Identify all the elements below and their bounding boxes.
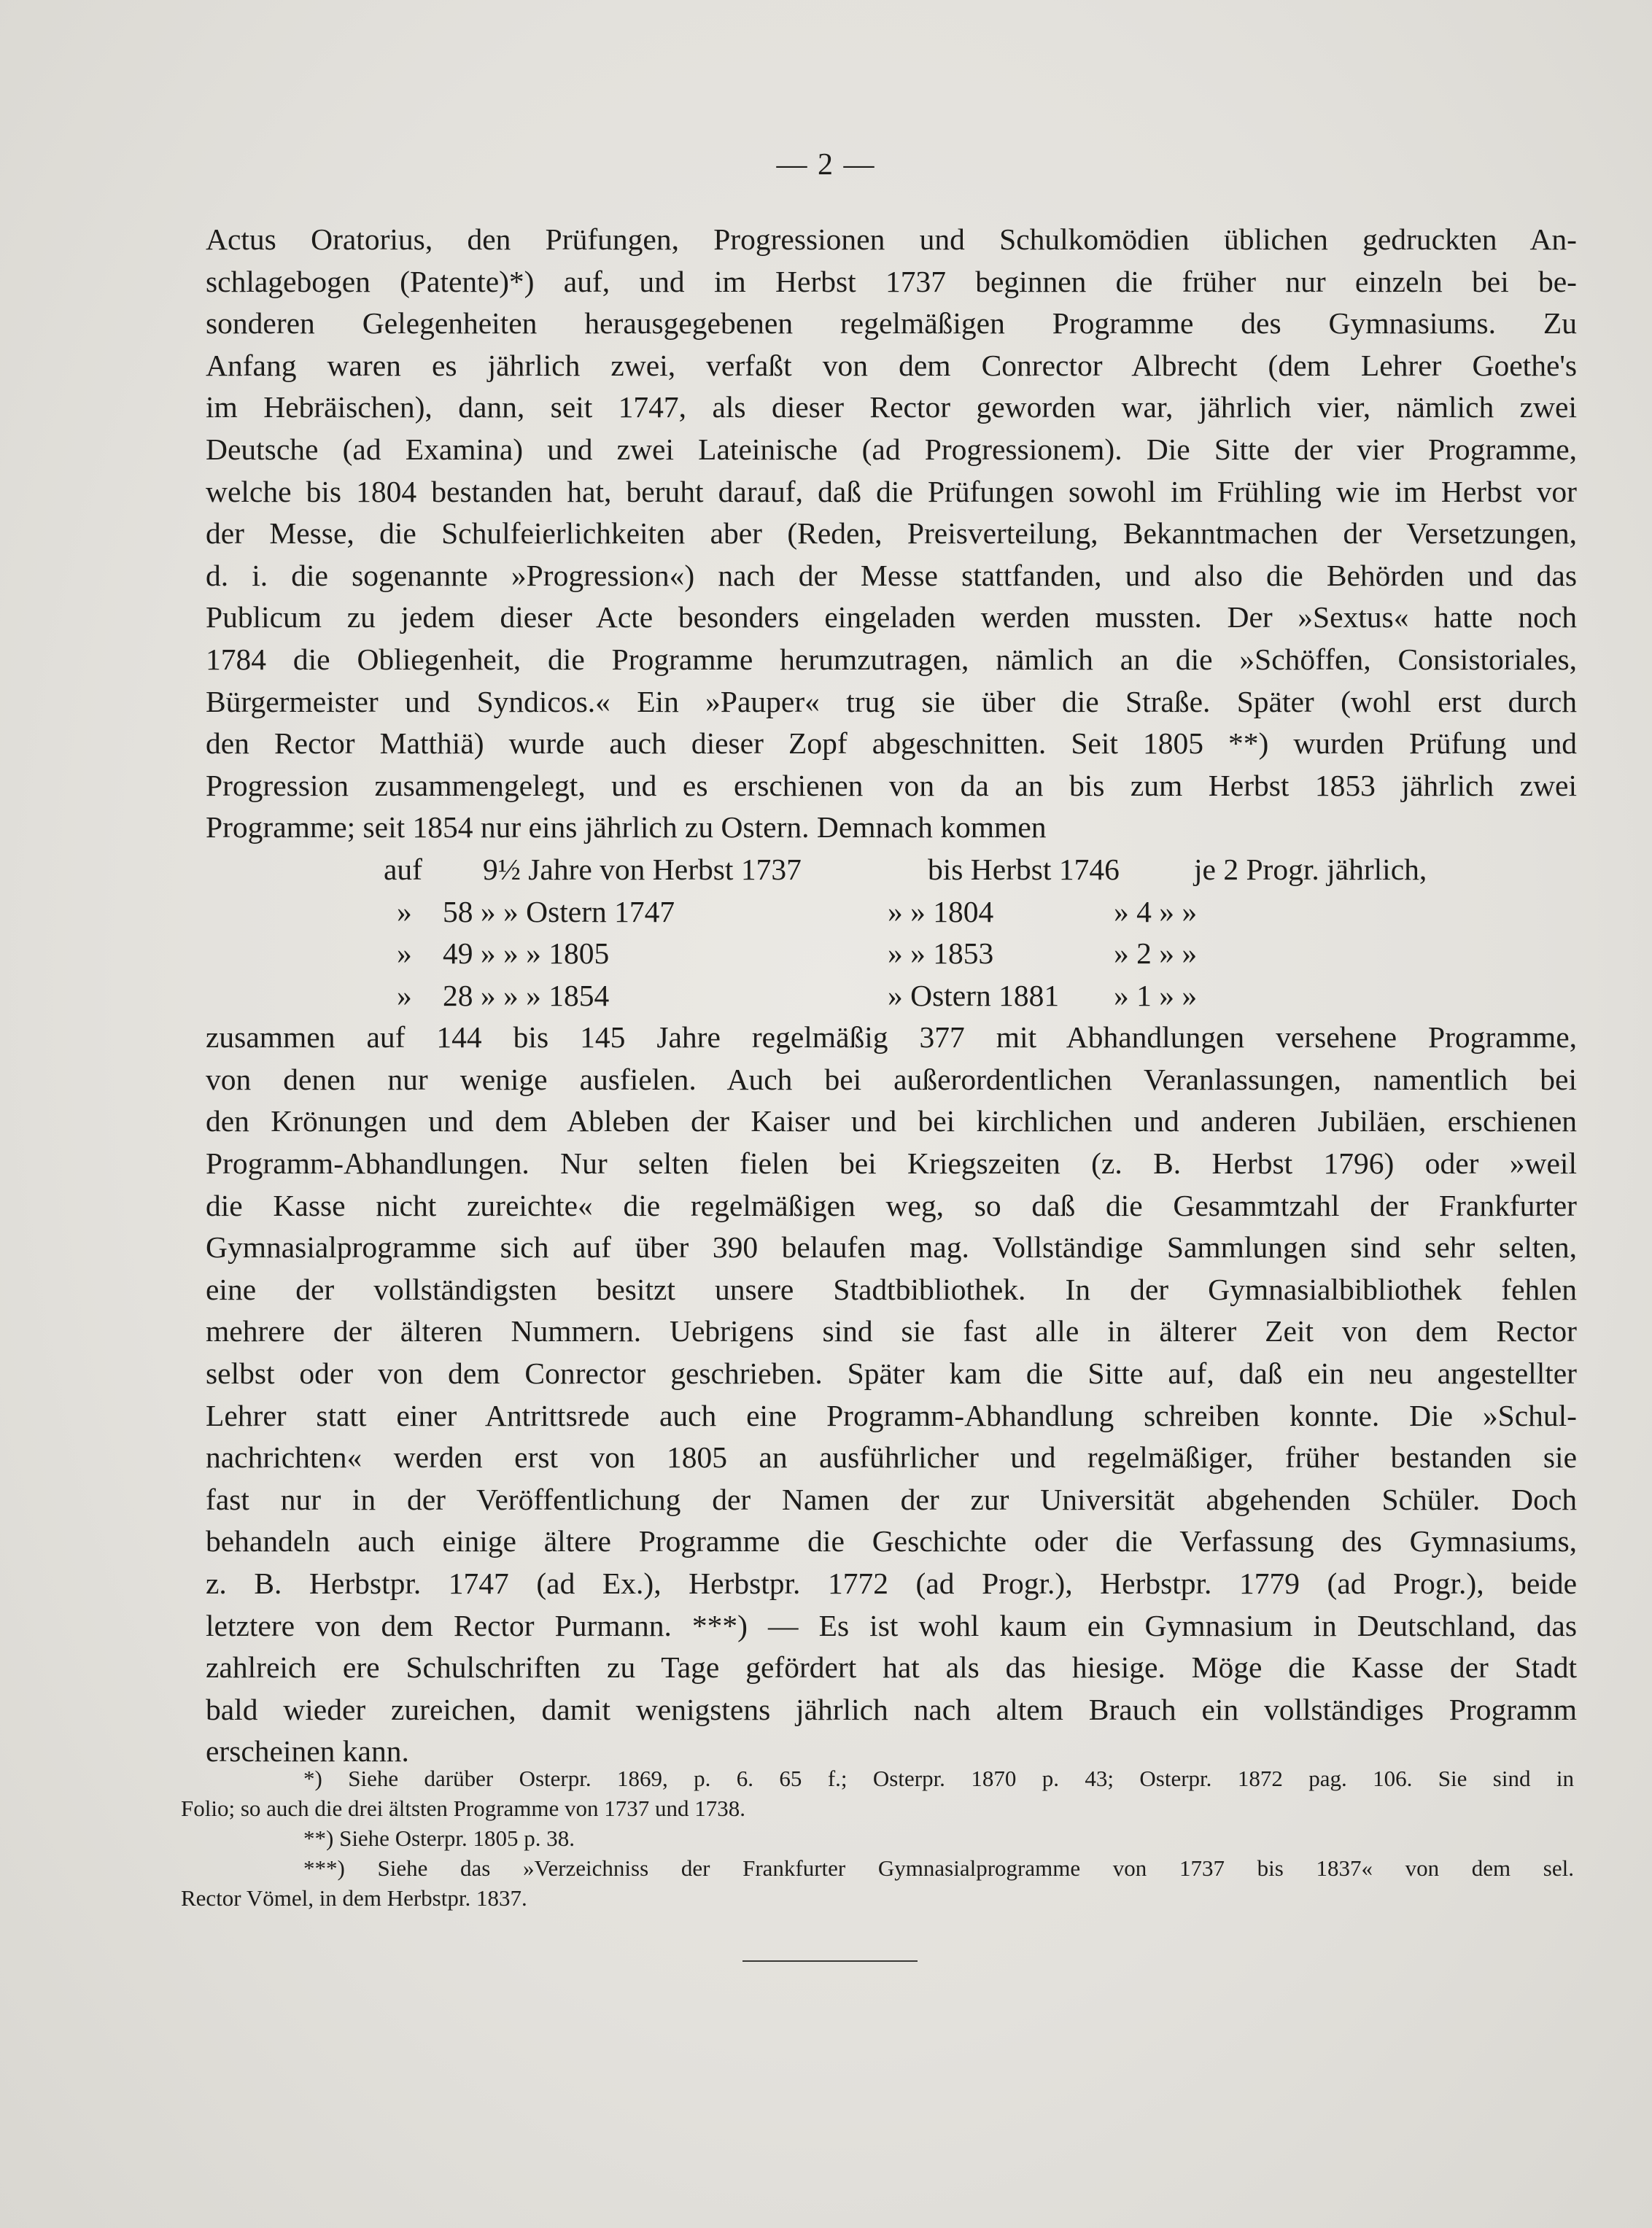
table-row [206,975,1577,1017]
text-line: sonderen Gelegenheiten herausgegebenen regelmäßigen Programme des Gymnasiums. Zu [206,306,1577,341]
text-line: z. B. Herbstpr. 1747 (ad Ex.), Herbstpr. 1772 (ad Progr.), Herbstpr. 1779 (ad Progr.), beide [206,1567,1577,1600]
table-cell: je 2 Progr. jährlich, [1194,852,1427,886]
page-number: — 2 — [776,148,876,182]
table-cell: » [397,894,412,928]
text-line: Publicum zu jedem dieser Acte besonders eingeladen werden mussten. Der »Sextus« hatte noch [206,600,1577,634]
table-cell: 58 » » Ostern 1747 [443,894,675,928]
text-line: 1784 die Obliegenheit, die Programme herumzutragen, nämlich an die »Schöffen, Consistoriales, [206,642,1577,676]
text-line: zusammen auf 144 bis 145 Jahre regelmäßig 377 mit Abhandlungen versehene Programme, [206,1020,1577,1055]
text-line: Bürgermeister und Syndicos.« Ein »Pauper« trug sie über die Straße. Später (wohl erst durch [206,684,1577,718]
footnote-line: **) Siehe Osterpr. 1805 p. 38. [303,1825,575,1851]
table-row [206,933,1577,975]
table-cell: auf [384,852,422,886]
table-cell: » [397,978,412,1012]
text-line: Progression zusammengelegt, und es erschienen von da an bis zum Herbst 1853 jährlich zwei [206,768,1577,802]
text-line: Gymnasialprogramme sich auf über 390 belaufen mag. Vollständige Sammlungen sind sehr selten, [206,1230,1577,1265]
text-line: zahlreich ere Schulschriften zu Tage gefördert hat als das hiesige. Möge die Kasse der Stadt [206,1650,1577,1685]
text-line: Actus Oratorius, den Prüfungen, Progressionen und Schulkomödien üblichen gedruckten An- [206,222,1577,256]
table-cell: 9½ Jahre von Herbst 1737 [483,852,802,886]
text-line: die Kasse nicht zureichte« die regelmäßigen weg, so daß die Gesammtzahl der Frankfurter [206,1188,1577,1222]
footnotes [181,1763,1574,1913]
table-cell: » 4 » » [1114,894,1198,928]
text-line: letztere von dem Rector Purmann. ***) — Es ist wohl kaum ein Gymnasium in Deutschland, das [206,1608,1577,1642]
text-line: bald wieder zureichen, damit wenigstens jährlich nach altem Brauch ein vollständiges Programm [206,1692,1577,1726]
text-line: Anfang waren es jährlich zwei, verfaßt von dem Conrector Albrecht (dem Lehrer Goethe's [206,348,1577,382]
table-cell: 28 » » » 1854 [443,978,610,1012]
table-cell: bis Herbst 1746 [928,852,1120,886]
table-row [206,849,1577,891]
table-cell: » [397,936,412,971]
text-line: selbst oder von dem Conrector geschrieben. Später kam die Sitte auf, daß ein neu angestellter [206,1356,1577,1391]
footnote-line: Rector Vömel, in dem Herbstpr. 1837. [181,1885,527,1911]
table-cell: » 2 » » [1114,936,1198,971]
text-line: d. i. die sogenannte »Progression«) nach der Messe stattfanden, und also die Behörden und das [206,558,1577,592]
text-line: Programm-Abhandlungen. Nur selten fielen bei Kriegszeiten (z. B. Herbst 1796) oder »weil [206,1146,1577,1181]
text-line: Deutsche (ad Examina) und zwei Lateinische (ad Progressionem). Die Sitte der vier Programme, [206,432,1577,466]
text-line: mehrere der älteren Nummern. Uebrigens sind sie fast alle in älterer Zeit von dem Rector [206,1314,1577,1348]
text-line: von denen nur wenige ausfielen. Auch bei außerordentlichen Veranlassungen, namentlich bei [206,1062,1577,1096]
text-line: erscheinen kann. [206,1734,409,1769]
text-line: behandeln auch einige ältere Programme die Geschichte oder die Verfassung des Gymnasiums, [206,1524,1577,1559]
table-cell: » Ostern 1881 [888,978,1060,1012]
text-line: Lehrer statt einer Antrittsrede auch eine Programm-Abhandlung schreiben konnte. Die »Schul- [206,1398,1577,1432]
text-line: schlagebogen (Patente)*) auf, und im Herbst 1737 beginnen die früher nur einzeln bei be- [206,264,1577,298]
text-line: den Krönungen und dem Ableben der Kaiser und bei kirchlichen und anderen Jubiläen, erschienen [206,1104,1577,1138]
footnote-line: *) Siehe darüber Osterpr. 1869, p. 6. 65 f.; Osterpr. 1870 p. 43; Osterpr. 1872 pag. 106. Sie sind in [303,1766,1574,1791]
text-line: fast nur in der Veröffentlichung der Namen der zur Universität abgehenden Schüler. Doch [206,1482,1577,1516]
table-row [206,891,1577,933]
table-cell: » 1 » » [1114,978,1198,1012]
main-text [206,219,1577,1773]
table-cell: 49 » » » 1805 [443,936,610,971]
footnote-line: ***) Siehe das »Verzeichniss der Frankfurter Gymnasialprogramme von 1737 bis 1837« von dem sel. [303,1855,1574,1881]
text-line: nachrichten« werden erst von 1805 an ausführlicher und regelmäßiger, früher bestanden sie [206,1440,1577,1475]
text-line: der Messe, die Schulfeierlichkeiten aber (Reden, Preisverteilung, Bekanntmachen der Versetzungen, [206,516,1577,551]
closing-rule [742,1960,918,1962]
table-cell: » » 1853 [888,936,994,971]
table-cell: » » 1804 [888,894,994,928]
text-line: Programme; seit 1854 nur eins jährlich zu Ostern. Demnach kommen [206,810,1047,845]
footnote-line: Folio; so auch die drei ältsten Programme von 1737 und 1738. [181,1796,746,1821]
text-line: im Hebräischen), dann, seit 1747, als dieser Rector geworden war, jährlich vier, nämlich zwei [206,390,1577,424]
text-line: eine der vollständigsten besitzt unsere Stadtbibliothek. In der Gymnasialbibliothek fehlen [206,1272,1577,1306]
text-line: welche bis 1804 bestanden hat, beruht darauf, daß die Prüfungen sowohl im Frühling wie im Herbst vor [206,474,1577,508]
text-line: den Rector Matthiä) wurde auch dieser Zopf abgeschnitten. Seit 1805 **) wurden Prüfung und [206,726,1577,761]
